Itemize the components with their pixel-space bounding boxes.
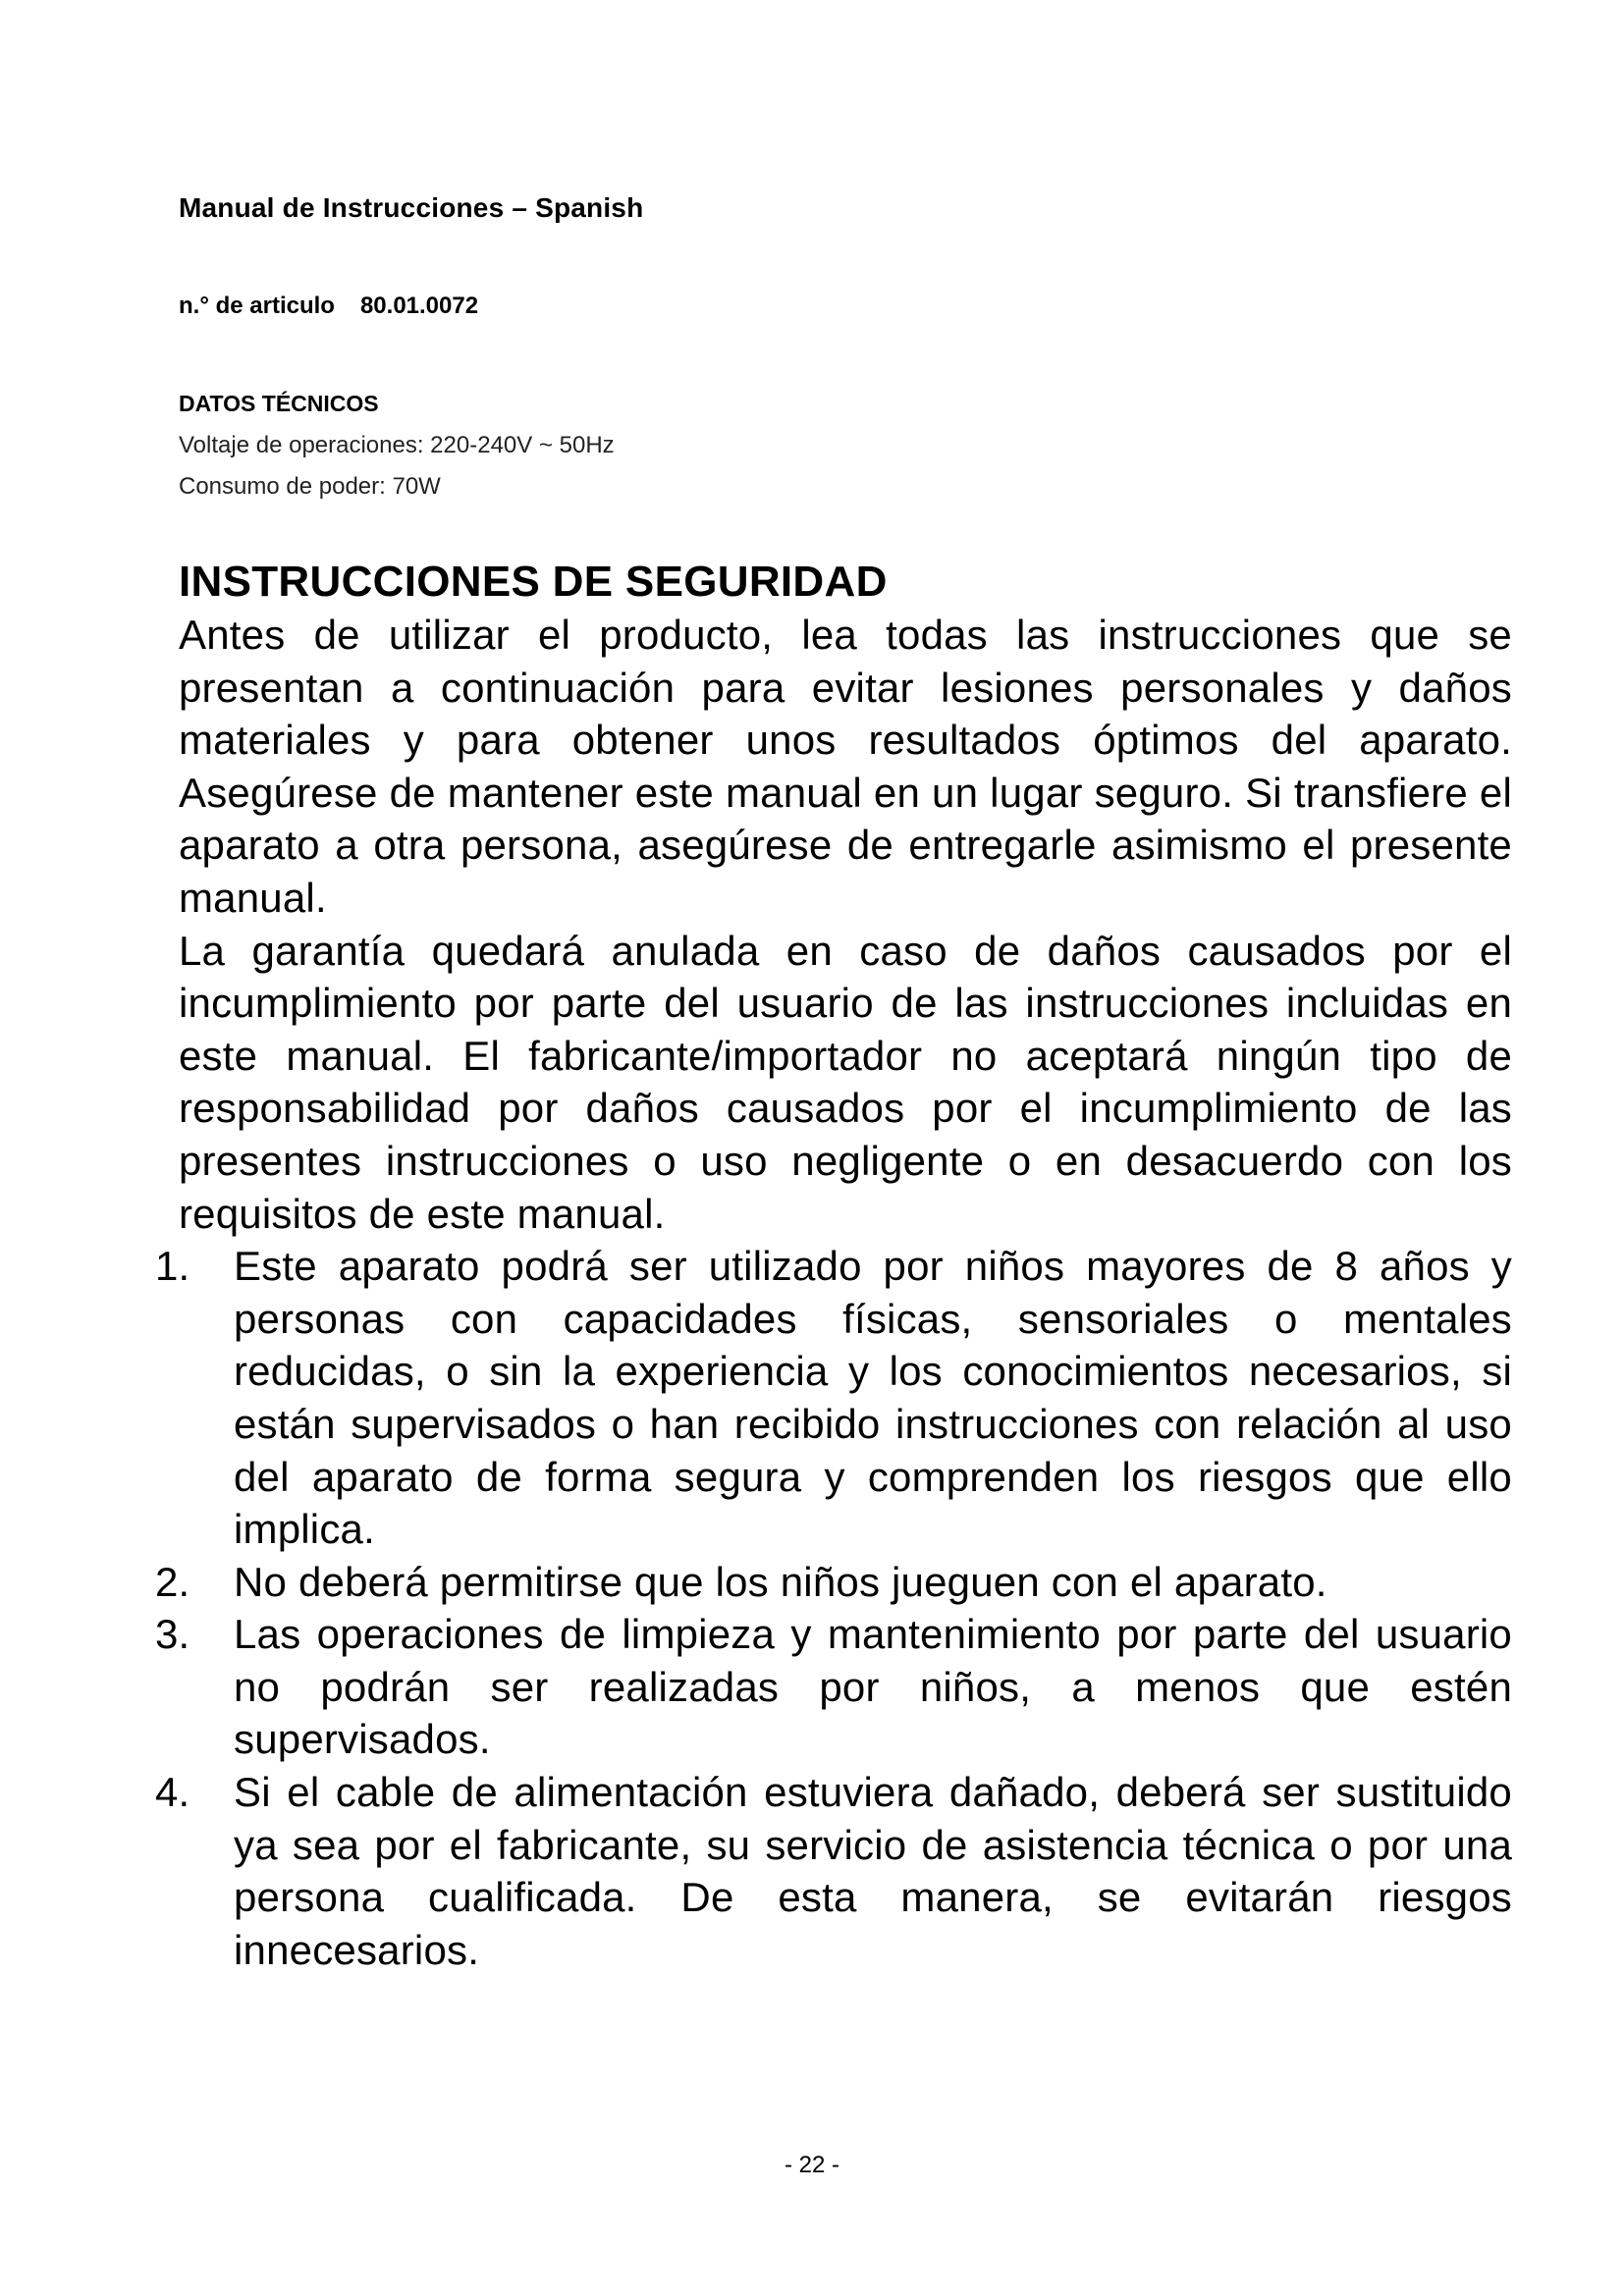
document-title: Manual de Instrucciones – Spanish bbox=[179, 192, 644, 223]
article-number-row bbox=[179, 293, 478, 320]
list-item bbox=[155, 1608, 1512, 1766]
article-number: 80.01.0072 bbox=[359, 293, 479, 319]
voltage-spec: Voltaje de operaciones: 220-240V ~ 50Hz bbox=[179, 432, 615, 458]
list-item bbox=[155, 1556, 1512, 1609]
list-item-text: Si el cable de alimentación estuviera dañado, deberá ser sustituido ya sea por el fabricante, su servicio de asistencia técnica o por una persona cualificada. De esta manera, se evitarán riesgos innecesarios. bbox=[234, 1769, 1512, 1973]
power-spec: Consumo de poder: 70W bbox=[179, 473, 441, 500]
list-item-text: No deberá permitirse que los niños jueguen con el aparato. bbox=[234, 1558, 1327, 1605]
list-item bbox=[155, 1766, 1512, 1976]
list-item-number: 3. bbox=[155, 1611, 190, 1658]
list-item-text: Las operaciones de limpieza y mantenimiento por parte del usuario no podrán ser realizadas por niños, a menos que estén supervisados. bbox=[234, 1611, 1512, 1763]
list-item-number: 4. bbox=[155, 1769, 190, 1816]
page-number: - 22 - bbox=[784, 2152, 839, 2178]
safety-instructions-list bbox=[155, 1240, 1512, 1976]
list-item bbox=[155, 1240, 1512, 1556]
warranty-paragraph: La garantía quedará anulada en caso de daños causados por el incumplimiento por parte del usuario de las instrucciones incluidas en este manual. El fabricante/importador no aceptará ningún tipo de responsabilidad por daños causados por el incumplimiento de las presentes instrucciones o uso negligente o en desacuerdo con los requisitos de este manual. bbox=[179, 927, 1512, 1237]
intro-paragraph: Antes de utilizar el producto, lea todas las instrucciones que se presentan a continuación para evitar lesiones personales y daños materiales y para obtener unos resultados óptimos del aparato. Asegúrese de mantener este manual en un lugar seguro. Si transfiere el aparato a otra persona, asegúrese de entregarle asimismo el presente manual. bbox=[179, 612, 1512, 921]
safety-heading: INSTRUCCIONES DE SEGURIDAD bbox=[179, 558, 888, 606]
safety-section bbox=[155, 556, 1512, 1976]
article-label: n.° de articulo bbox=[179, 293, 335, 319]
list-item-number: 1. bbox=[155, 1243, 190, 1290]
list-item-number: 2. bbox=[155, 1558, 190, 1605]
list-item-text: Este aparato podrá ser utilizado por niños mayores de 8 años y personas con capacidades físicas, sensoriales o mentales reducidas, o sin la experiencia y los conocimientos necesarios, si están supervisados o han recibido instrucciones con relación al uso del aparato de forma segura y comprenden los riesgos que ello implica. bbox=[234, 1243, 1512, 1553]
technical-data-heading: DATOS TÉCNICOS bbox=[179, 391, 379, 416]
